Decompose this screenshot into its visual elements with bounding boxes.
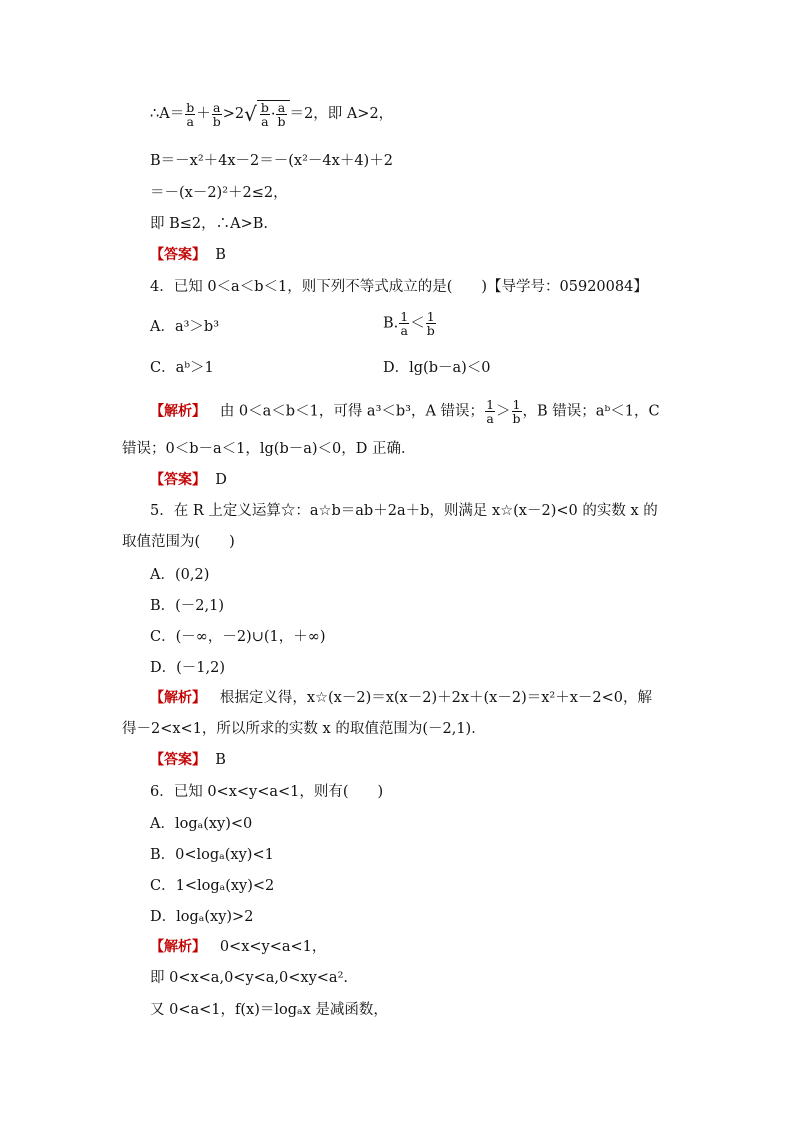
question-6-option-a: A．logₐ(xy)<0	[150, 816, 253, 832]
solution-line-3: ＝－(x－2)²＋2≤2，	[150, 185, 288, 201]
analysis-6-line-2: 即 0<x<a,0<y<a,0<xy<a².	[150, 970, 348, 986]
answer-value: B	[215, 247, 226, 263]
question-4-option-a: A．a³＞b³	[150, 319, 220, 335]
question-5-option-c: C．(－∞，－2)∪(1，＋∞)	[150, 629, 326, 645]
analysis-4-line-1: 【解析】 由 0＜a＜b＜1，可得 a³＜b³，A 错误； $\frac{1}{a}$ ＞ $\frac{1}{b}$ ，B 错误；aᵇ＜1，C	[150, 397, 660, 426]
question-6-option-c: C．1<logₐ(xy)<2	[150, 878, 275, 894]
line1-mid: >2	[222, 106, 245, 122]
question-4-stem: 4．已知 0＜a＜b＜1，则下列不等式成立的是( )【导学号：05920084】	[150, 279, 648, 295]
line1-prefix: ∴A＝	[150, 106, 185, 122]
analysis-5-line-1: 【解析】 根据定义得，x☆(x－2)＝x(x－2)＋2x＋(x－2)＝x²＋x－2<0，解	[150, 690, 653, 706]
solution-line-1: ∴A＝ $\frac{b}{a}$ ＋ $\frac{a}{b}$ >2√ $\frac{b}{a}$ · $\frac{a}{b}$ ＝2，即 A>2，	[150, 99, 394, 129]
analysis-6-line-3: 又 0<a<1，f(x)＝logₐx 是减函数，	[150, 1002, 388, 1018]
question-6-stem: 6．已知 0<x<y<a<1，则有( )	[150, 784, 384, 800]
question-4-option-d: D．lg(b－a)＜0	[383, 360, 491, 376]
answer-tag: 【答案】	[150, 247, 206, 263]
fraction-b-over-a: $\frac{b}{a}$	[186, 99, 195, 129]
line1-suffix: ＝2，即 A>2，	[289, 106, 394, 122]
question-4-option-b: B. $\frac{1}{a}$ ＜ $\frac{1}{b}$	[383, 309, 435, 338]
fraction-a-over-b: $\frac{a}{b}$	[212, 99, 221, 129]
question-6-option-b: B．0<logₐ(xy)<1	[150, 847, 274, 863]
sqrt-icon: √	[244, 102, 257, 126]
question-4-option-c: C．aᵇ＞1	[150, 360, 214, 376]
question-5-stem-2: 取值范围为( )	[122, 534, 235, 550]
answer-5: 【答案】 B	[150, 752, 226, 768]
analysis-5-line-2: 得－2<x<1，所以所求的实数 x 的取值范围为(－2,1)．	[122, 721, 486, 737]
radicand: $\frac{b}{a}$ · $\frac{a}{b}$	[257, 100, 290, 128]
answer-4: 【答案】 D	[150, 472, 227, 488]
question-6-option-d: D．logₐ(xy)>2	[150, 909, 254, 925]
question-5-option-d: D．(－1,2)	[150, 660, 225, 676]
answer-3	[150, 246, 226, 264]
analysis-tag: 【解析】	[150, 403, 206, 420]
question-5-stem-1: 5．在 R 上定义运算☆：a☆b＝ab＋2a＋b，则满足 x☆(x－2)<0 的实数 x 的	[150, 503, 658, 519]
solution-line-4: 即 B≤2，∴A>B.	[150, 216, 269, 232]
question-5-option-a: A．(0,2)	[150, 567, 210, 583]
analysis-6-line-1: 【解析】 0<x<y<a<1，	[150, 939, 327, 955]
analysis-4-line-2: 错误；0＜b－a＜1，lg(b－a)＜0，D 正确．	[122, 441, 416, 457]
solution-line-2: B＝－x²＋4x－2＝－(x²－4x＋4)＋2	[150, 153, 393, 169]
question-5-option-b: B．(－2,1)	[150, 598, 225, 614]
